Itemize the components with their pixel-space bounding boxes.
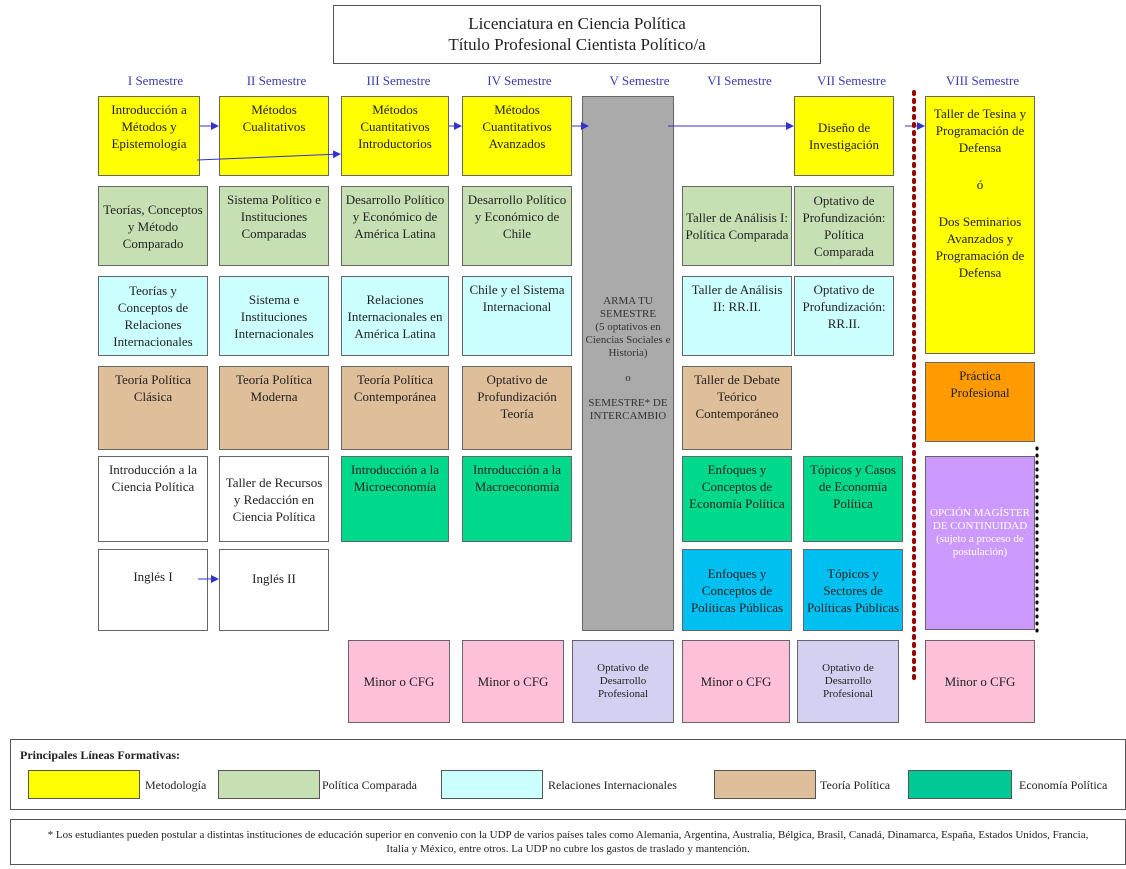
course-s4-teoria[interactable]: Optativo de Profundización Teoría <box>462 366 572 450</box>
legend-swatch-comparada <box>218 770 320 799</box>
course-s7-optativo[interactable]: Optativo de Desarrollo Profesional <box>797 640 899 723</box>
course-s3-rrii[interactable]: Relaciones Internacionales en América Latina <box>341 276 449 356</box>
course-s6-econ[interactable]: Enfoques y Conceptos de Economía Política <box>682 456 792 542</box>
semester-header-2: II Semestre <box>246 73 307 88</box>
course-s4-comp[interactable]: Desarrollo Político y Económico de Chile <box>462 186 572 266</box>
legend-swatch-economia <box>908 770 1012 799</box>
course-s2-metodos[interactable]: Métodos Cualitativos <box>219 96 329 176</box>
program-title-line2: Título Profesional Cientista Político/a <box>448 35 706 54</box>
arrow-s1-s3 <box>197 154 340 160</box>
footnote: * Los estudiantes pueden postular a distintas instituciones de educación superior en convenio con la UDP de varios países tales como Alemania, Argentina, Australia, Bélgica, Brasil, Canadá, Dinamarca, España, Estados Unidos, Francia, Italia y México, entre otros. La UDP no cubre los gastos de traslado y mantención. <box>10 819 1126 865</box>
course-s3-minor[interactable]: Minor o CFG <box>348 640 450 723</box>
semester-5-line3: o <box>625 372 631 384</box>
legend-swatch-rrii <box>441 770 543 799</box>
semester-header-3: III Semestre <box>366 73 431 88</box>
course-s7-rrii[interactable]: Optativo de Profundización: RR.II. <box>794 276 894 356</box>
legend-label-comparada: Política Comparada <box>322 778 417 792</box>
course-s8-seminarios-label: Dos Seminarios Avanzados y Programación de Defensa <box>935 214 1025 280</box>
course-s6-minor[interactable]: Minor o CFG <box>682 640 790 723</box>
semester-5-line1: ARMA TU SEMESTRE <box>599 295 657 320</box>
semester-header-1: I Semestre <box>127 73 184 88</box>
legend-label-teoria: Teoría Política <box>820 778 891 792</box>
course-s8-magister-note: (sujeto a proceso de postulación) <box>936 533 1024 558</box>
program-title-line1: Licenciatura en Ciencia Política <box>468 14 686 33</box>
semester-header-6: VI Semestre <box>707 73 772 88</box>
course-s8-practica[interactable]: Práctica Profesional <box>925 362 1035 442</box>
course-s7-econ[interactable]: Tópicos y Casos de Economía Política <box>803 456 903 542</box>
course-s1-rrii[interactable]: Teorías y Conceptos de Relaciones Internacionales <box>98 276 208 356</box>
course-s1-comp[interactable]: Teorías, Conceptos y Método Comparado <box>98 186 208 266</box>
semester-header-8: VIII Semestre <box>945 73 1020 88</box>
course-s1-ingles[interactable]: Inglés I <box>98 549 208 631</box>
semester-header-4: IV Semestre <box>487 73 552 88</box>
course-s2-ingles[interactable]: Inglés II <box>219 549 329 631</box>
legend-title: Principales Líneas Formativas: <box>20 748 180 762</box>
course-s2-teoria[interactable]: Teoría Política Moderna <box>219 366 329 450</box>
course-s6-rrii[interactable]: Taller de Análisis II: RR.II. <box>682 276 792 356</box>
course-s7-metodos[interactable]: Diseño de Investigación <box>794 96 894 176</box>
legend-label-economia: Economía Política <box>1019 778 1108 792</box>
course-s6-comp[interactable]: Taller de Análisis I: Política Comparada <box>682 186 792 266</box>
semester-5-line2: (5 optativos en Ciencias Sociales e Historia) <box>585 321 671 359</box>
course-s3-econ[interactable]: Introducción a la Microeconomía <box>341 456 449 542</box>
course-s6-teoria[interactable]: Taller de Debate Teórico Contemporáneo <box>682 366 792 450</box>
legend-swatch-metodologia <box>28 770 140 799</box>
course-s8-minor[interactable]: Minor o CFG <box>925 640 1035 723</box>
course-s2-comp[interactable]: Sistema Político e Instituciones Comparadas <box>219 186 329 266</box>
course-s2-taller[interactable]: Taller de Recursos y Redacción en Ciencia Política <box>219 456 329 542</box>
semester-header-5: V Semestre <box>609 73 670 88</box>
course-s4-rrii[interactable]: Chile y el Sistema Internacional <box>462 276 572 356</box>
course-s1-metodos[interactable]: Introducción a Métodos y Epistemología <box>98 96 200 176</box>
course-s8-tesina-label: Taller de Tesina y Programación de Defensa <box>933 106 1027 155</box>
course-s3-metodos[interactable]: Métodos Cuantitativos Introductorios <box>341 96 449 176</box>
course-s7-publicas[interactable]: Tópicos y Sectores de Políticas Públicas <box>803 549 903 631</box>
course-s1-teoria[interactable]: Teoría Política Clásica <box>98 366 208 450</box>
course-s8-or: ó <box>976 177 984 192</box>
course-s7-comp[interactable]: Optativo de Profundización: Política Comparada <box>794 186 894 266</box>
legend-label-rrii: Relaciones Internacionales <box>548 778 677 792</box>
course-s6-publicas[interactable]: Enfoques y Conceptos de Políticas Públicas <box>682 549 792 631</box>
legend-label-metodologia: Metodología <box>145 778 207 792</box>
course-s8-magister-label: OPCIÓN MAGÍSTER DE CONTINUIDAD <box>930 507 1030 532</box>
semester-5-line4: SEMESTRE* DE INTERCAMBIO <box>588 397 668 422</box>
course-s4-metodos[interactable]: Métodos Cuantitativos Avanzados <box>462 96 572 176</box>
course-s2-rrii[interactable]: Sistema e Instituciones Internacionales <box>219 276 329 356</box>
course-s4-minor[interactable]: Minor o CFG <box>462 640 564 723</box>
semester-header-7: VII Semestre <box>817 73 886 88</box>
course-s3-teoria[interactable]: Teoría Política Contemporánea <box>341 366 449 450</box>
course-s5-optativo[interactable]: Optativo de Desarrollo Profesional <box>572 640 674 723</box>
course-s4-econ[interactable]: Introducción a la Macroeconomía <box>462 456 572 542</box>
legend-swatch-teoria <box>714 770 816 799</box>
course-s1-intro[interactable]: Introducción a la Ciencia Política <box>98 456 208 542</box>
course-s3-comp[interactable]: Desarrollo Político y Económico de América Latina <box>341 186 449 266</box>
